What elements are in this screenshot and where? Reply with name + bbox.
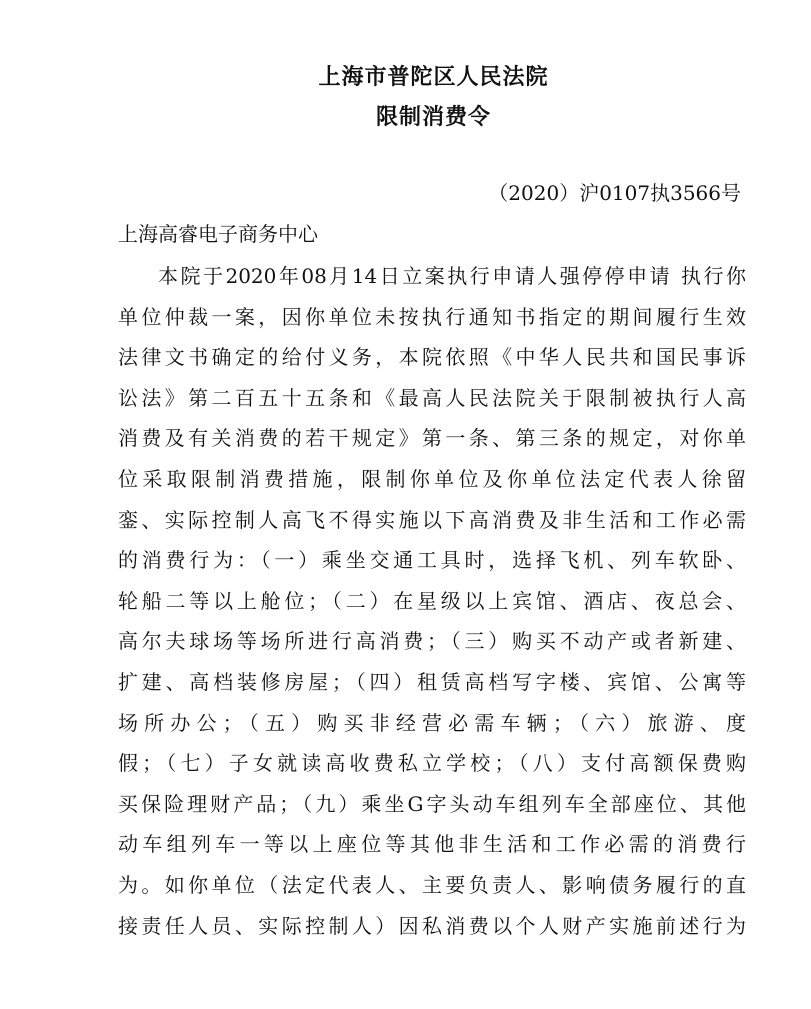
body-line: 轮船二等以上舱位；（二）在星级以上宾馆、酒店、夜总会、 (118, 588, 746, 613)
body-line: 本院于2020年08月14日立案执行申请人强停停申请 执行你 (158, 264, 746, 288)
body-line: 法律文书确定的给付义务，本院依照《中华人民共和国民事诉 (118, 345, 746, 370)
body-line: 假；（七）子女就读高收费私立学校；（八）支付高额保费购 (118, 751, 746, 776)
body-line: 高尔夫球场等场所进行高消费；（三）购买不动产或者新建、 (118, 629, 746, 654)
body-line: 位采取限制消费措施，限制你单位及你单位法定代表人徐留 (118, 466, 746, 491)
body-line: 接责任人员、实际控制人）因私消费以个人财产实施前述行为 (118, 913, 746, 938)
body-line: 为。如你单位（法定代表人、主要负责人、影响债务履行的直 (118, 872, 746, 897)
body-line: 买保险理财产品；（九）乘坐G字头动车组列车全部座位、其他 (118, 791, 746, 816)
case-number: （2020）沪0107执3566号 (488, 181, 741, 205)
order-title: 限制消费令 (375, 105, 491, 130)
body-line: 单位仲裁一案，因你单位未按执行通知书指定的期间履行生效 (118, 304, 746, 329)
body-line: 消费及有关消费的若干规定》第一条、第三条的规定，对你单 (118, 426, 746, 451)
recipient-name: 上海高睿电子商务中心 (118, 222, 318, 246)
order-body (118, 256, 746, 946)
court-name: 上海市普陀区人民法院 (318, 65, 549, 90)
body-line: 场所办公；（五）购买非经营必需车辆；（六）旅游、度 (118, 710, 746, 735)
body-line: 扩建、高档装修房屋；（四）租赁高档写字楼、宾馆、公寓等 (118, 669, 746, 694)
body-line: 的消费行为：（一）乘坐交通工具时，选择飞机、列车软卧、 (118, 548, 746, 573)
body-line: 銮、实际控制人高飞不得实施以下高消费及非生活和工作必需 (118, 507, 746, 532)
body-line: 动车组列车一等以上座位等其他非生活和工作必需的消费行 (118, 832, 746, 857)
body-line: 讼法》第二百五十五条和《最高人民法院关于限制被执行人高 (118, 385, 746, 410)
